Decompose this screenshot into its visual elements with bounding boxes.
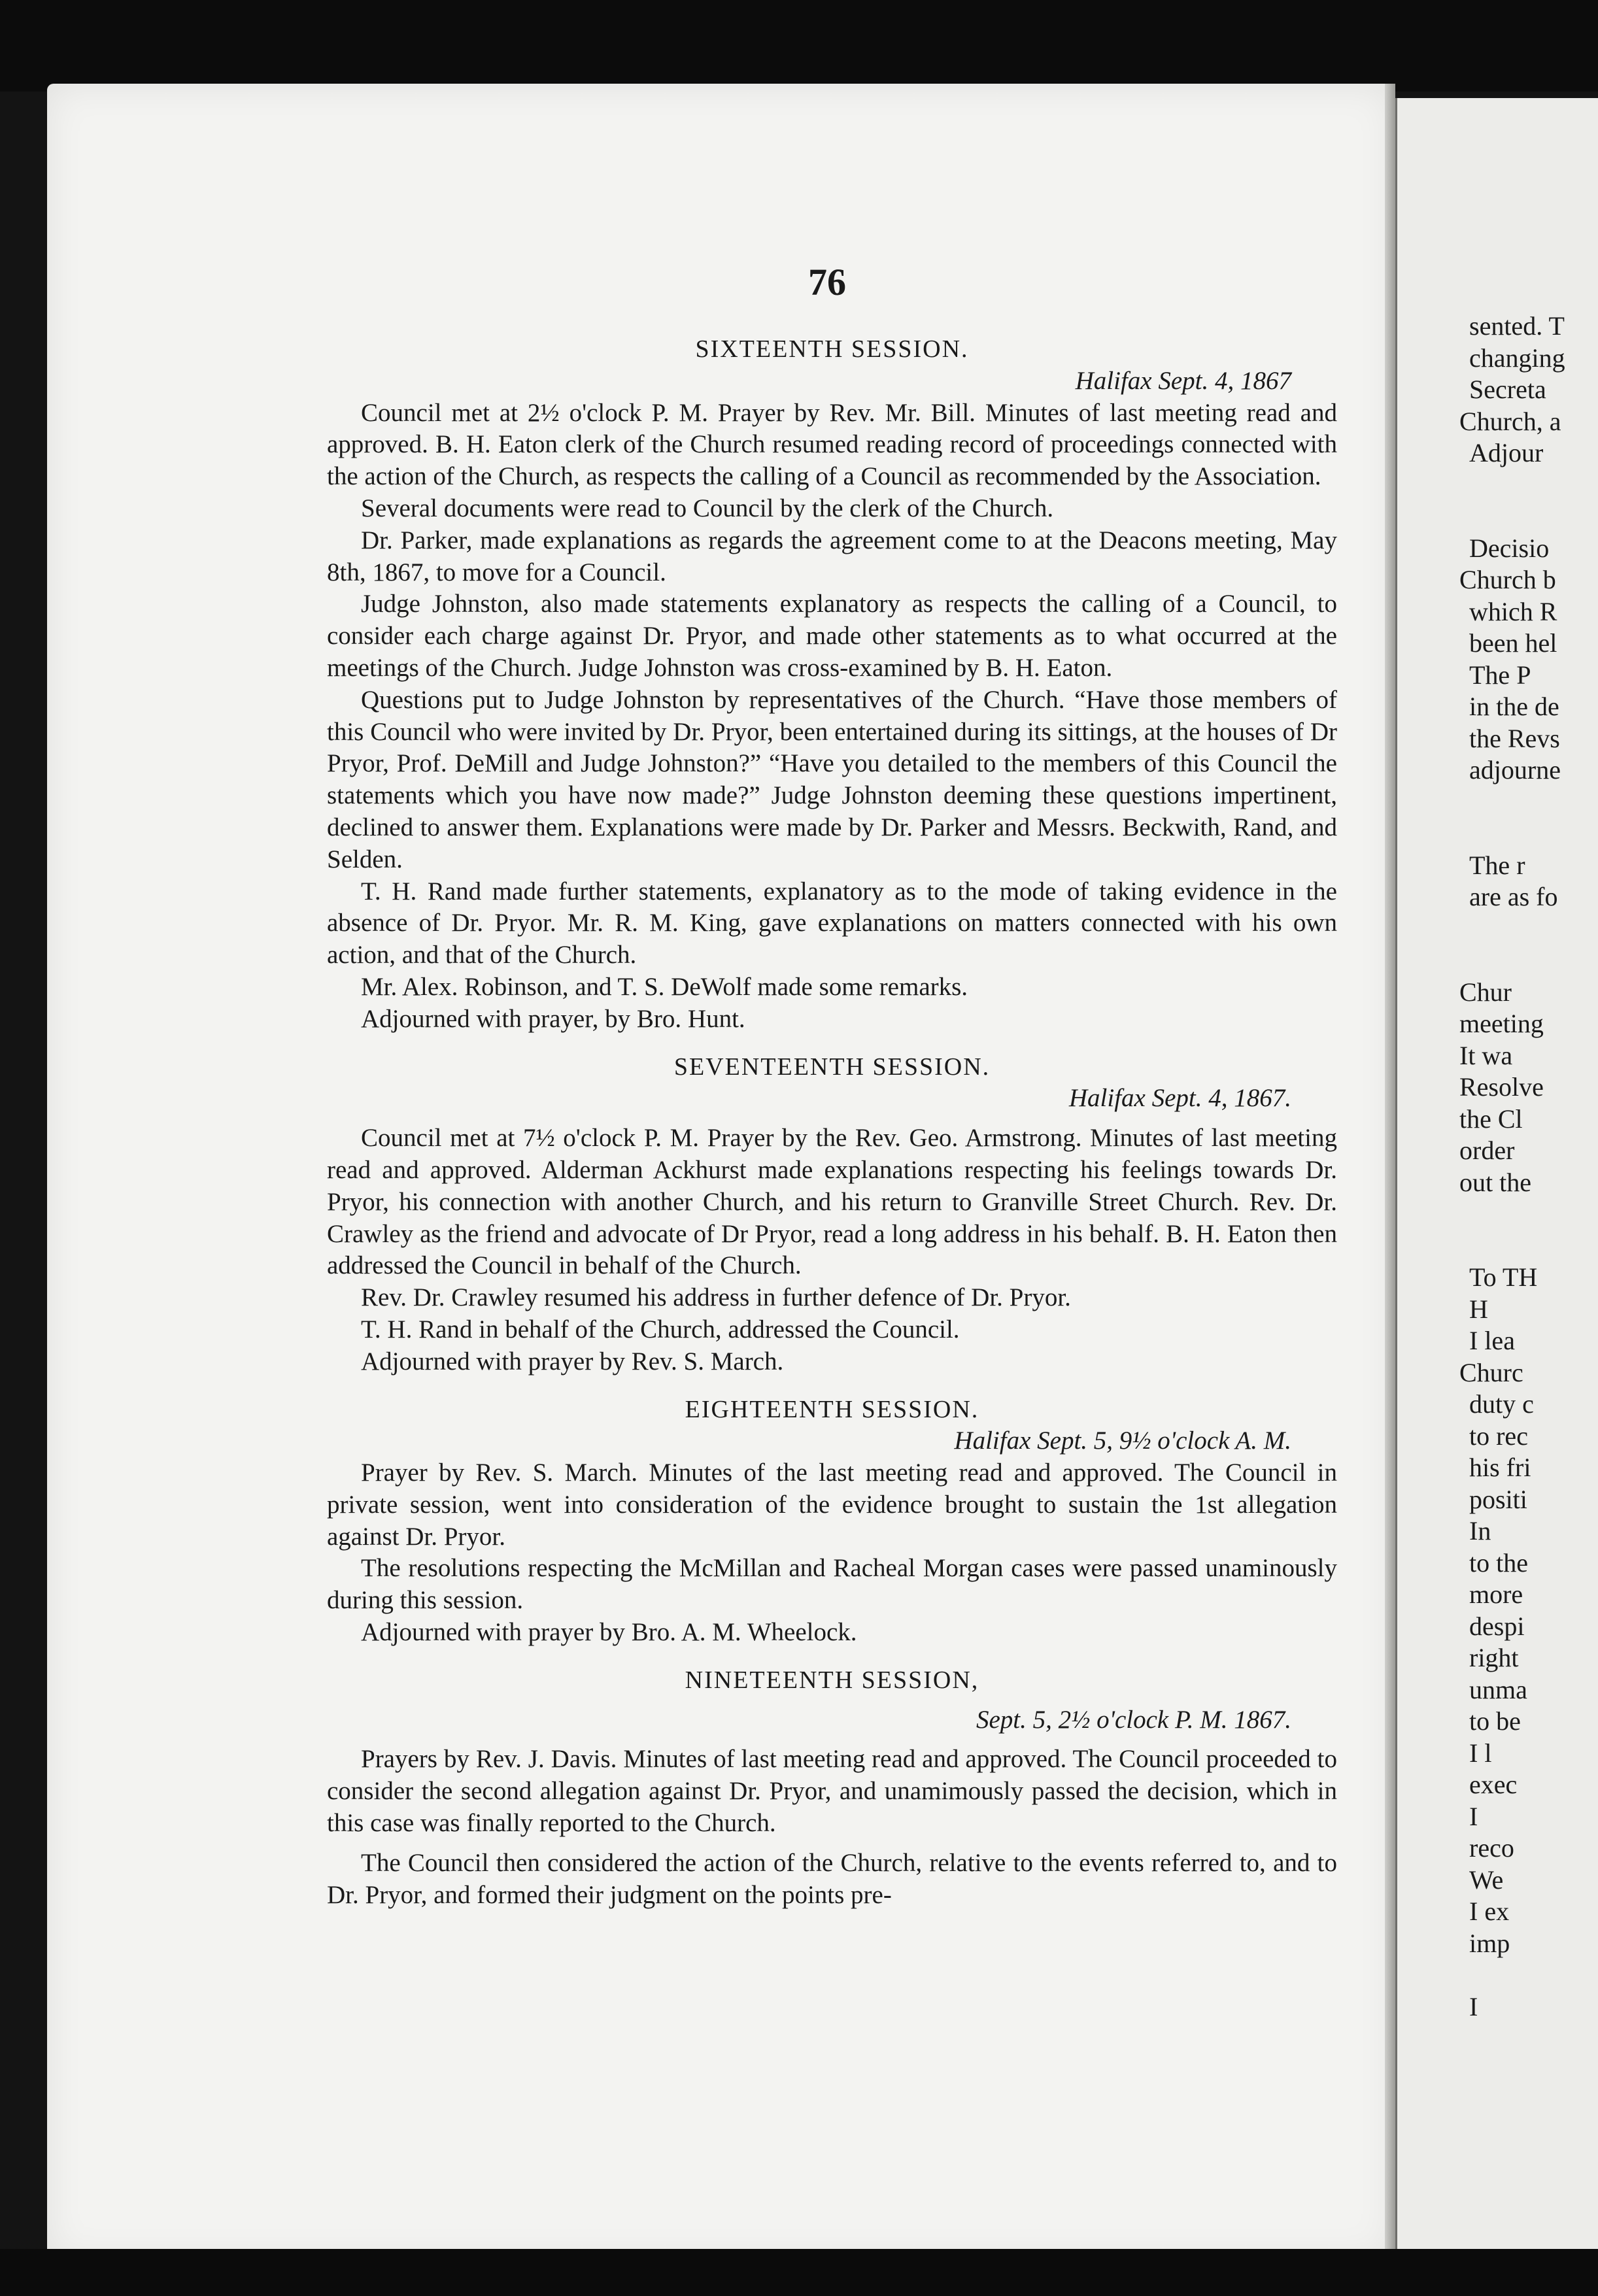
facing-page-line: positi <box>1469 1484 1527 1514</box>
facing-page-line: The r <box>1469 850 1525 880</box>
session-heading: SEVENTEENTH SESSION. <box>673 1053 991 1081</box>
facing-page-line: Church b <box>1459 565 1556 594</box>
scan-border-bottom <box>0 2249 1598 2296</box>
facing-page-line: adjourne <box>1469 755 1561 785</box>
paragraph: Mr. Alex. Robinson, and T. S. DeWolf made some remarks. <box>361 972 968 1001</box>
facing-page-line: exec <box>1469 1770 1518 1799</box>
facing-page-line: I <box>1469 1991 1478 2021</box>
facing-page-line: been hel <box>1469 628 1557 658</box>
paragraph: Judge Johnston, also made statements explanatory as respects the calling of a Council, to consider each charge against Dr. Pryor, and made other statements as to what occurred at the meetings of the Church. Judge Johnston was cross-examined by B. H. Eaton. <box>327 590 1337 682</box>
facing-page-line: Church, a <box>1459 406 1561 436</box>
facing-page-line: in the de <box>1469 692 1559 721</box>
paragraph: Adjourned with prayer by Bro. A. M. Wheelock. <box>361 1618 857 1647</box>
paragraph: Rev. Dr. Crawley resumed his address in further defence of Dr. Pryor. <box>361 1283 1071 1312</box>
paragraph: Council met at 7½ o'clock P. M. Prayer by the Rev. Geo. Armstrong. Minutes of last meeting read and approved. Alderman Ackhurst made explanations respecting his feelings towards Dr. Pryor, his connection with another Church, and his return to Granville Street Church. Rev. Dr. Crawley as the friend and advocate of Dr Pryor, read a long address in his behalf. B. H. Eaton then addressed the Council in behalf of the Church. <box>327 1124 1337 1280</box>
facing-page-line: We <box>1469 1865 1504 1895</box>
page-gutter-shadow <box>1385 84 1395 2261</box>
session-sixteenth <box>327 333 1337 1036</box>
facing-page-line: unma <box>1469 1674 1527 1704</box>
session-dateline: Halifax Sept. 4, 1867 <box>1075 366 1291 395</box>
facing-page-line: Secreta <box>1469 375 1546 404</box>
session-dateline: Halifax Sept. 5, 9½ o'clock A. M. <box>954 1427 1291 1455</box>
facing-page-line: the Cl <box>1459 1104 1523 1134</box>
facing-page-line: H <box>1469 1294 1488 1324</box>
paragraph: Prayer by Rev. S. March. Minutes of the last meeting read and approved. The Council in private session, went into consideration of the evidence brought to sustain the 1st allegation against Dr. Pryor. <box>327 1459 1337 1551</box>
facing-page-line: I ex <box>1469 1897 1510 1926</box>
paragraph: Council met at 2½ o'clock P. M. Prayer by Rev. Mr. Bill. Minutes of last meeting read and approved. B. H. Eaton clerk of the Church resumed reading record of proceedings connected with the action of the Church, as respects the calling of a Council as recommended by the Association. <box>327 398 1337 491</box>
facing-page-edge <box>1395 98 1598 2255</box>
facing-page-line: imp <box>1469 1928 1510 1958</box>
paragraph: The Council then considered the action of the Church, relative to the events referred to, and to Dr. Pryor, and formed their judgment on the points pre- <box>327 1848 1337 1909</box>
facing-page-line: duty c <box>1469 1389 1534 1419</box>
facing-page-line: right <box>1469 1643 1519 1672</box>
facing-page-line: To TH <box>1469 1262 1538 1292</box>
paragraph: Adjourned with prayer, by Bro. Hunt. <box>361 1004 745 1033</box>
facing-page-line: Churc <box>1459 1357 1523 1387</box>
page-body <box>327 333 1337 1911</box>
session-dateline: Sept. 5, 2½ o'clock P. M. 1867. <box>976 1705 1291 1734</box>
facing-page-line: meeting <box>1459 1009 1544 1038</box>
paragraph: Questions put to Judge Johnston by representatives of the Church. “Have those members of this Council who were invited by Dr. Pryor, been entertained during its sittings, at the houses of Dr Pryor, Prof. DeMill and Judge Johnston?” “Have you detailed to the members of this Council the statements which you have now made?” Judge Johnston deeming these questions impertinent, declined to answer them. Explanations were made by Dr. Parker and Messrs. Beckwith, Rand, and Selden. <box>327 685 1337 873</box>
paragraph: Adjourned with prayer by Rev. S. March. <box>361 1347 784 1376</box>
facing-page-line: The P <box>1469 660 1531 690</box>
facing-page-line: the Revs <box>1469 723 1560 753</box>
facing-page-line: despi <box>1469 1611 1525 1641</box>
facing-page-line: to the <box>1469 1547 1528 1578</box>
facing-page-line: changing <box>1469 343 1565 373</box>
facing-page-line: sented. T <box>1469 311 1565 341</box>
paragraph: The resolutions respecting the McMillan and Racheal Morgan cases were passed unaminously during this session. <box>327 1554 1337 1615</box>
facing-page-line: his fri <box>1469 1453 1531 1482</box>
facing-page-line: Adjour <box>1469 438 1544 467</box>
scan-border-top <box>0 0 1598 92</box>
facing-page-line: Chur <box>1459 977 1512 1007</box>
facing-page-line: Decisio <box>1469 533 1550 563</box>
facing-page-line: In <box>1469 1516 1491 1545</box>
facing-page-line: I l <box>1469 1738 1492 1768</box>
facing-page-line: Resolve <box>1459 1072 1544 1102</box>
facing-page-line: to be <box>1469 1706 1521 1736</box>
page-number: 76 <box>808 261 846 303</box>
facing-page-line: I <box>1469 1801 1478 1831</box>
facing-page-line: It wa <box>1459 1040 1513 1070</box>
paragraph: T. H. Rand in behalf of the Church, addressed the Council. <box>361 1315 960 1343</box>
session-eighteenth <box>327 1394 1337 1649</box>
facing-page-line: are as fo <box>1469 882 1558 911</box>
facing-page-line: reco <box>1469 1833 1514 1863</box>
session-nineteenth <box>327 1664 1337 1912</box>
session-heading: NINETEENTH SESSION, <box>685 1666 979 1694</box>
paragraph: Several documents were read to Council by the clerk of the Church. <box>361 494 1054 522</box>
facing-page-line: which R <box>1469 596 1557 626</box>
session-heading: SIXTEENTH SESSION. <box>695 335 969 363</box>
session-heading: EIGHTEENTH SESSION. <box>685 1395 979 1423</box>
facing-page-line: more <box>1469 1579 1523 1609</box>
session-dateline: Halifax Sept. 4, 1867. <box>1068 1084 1291 1113</box>
facing-page-line: to rec <box>1469 1421 1528 1451</box>
facing-page-line: I lea <box>1469 1326 1515 1355</box>
facing-page-line: order <box>1459 1136 1515 1165</box>
paragraph: T. H. Rand made further statements, explanatory as to the mode of taking evidence in the absence of Dr. Pryor. Mr. R. M. King, gave explanations on matters connected with his own action, and that of the Church. <box>327 877 1337 970</box>
paragraph: Prayers by Rev. J. Davis. Minutes of last meeting read and approved. The Council proceeded to consider the second allegation against Dr. Pryor, and unamimously passed the decision, which in this case was finally reported to the Church. <box>327 1745 1337 1838</box>
session-seventeenth <box>327 1051 1337 1378</box>
paragraph: Dr. Parker, made explanations as regards the agreement come to at the Deacons meeting, May 8th, 1867, to move for a Council. <box>327 526 1337 586</box>
facing-page-line: out the <box>1459 1167 1531 1197</box>
